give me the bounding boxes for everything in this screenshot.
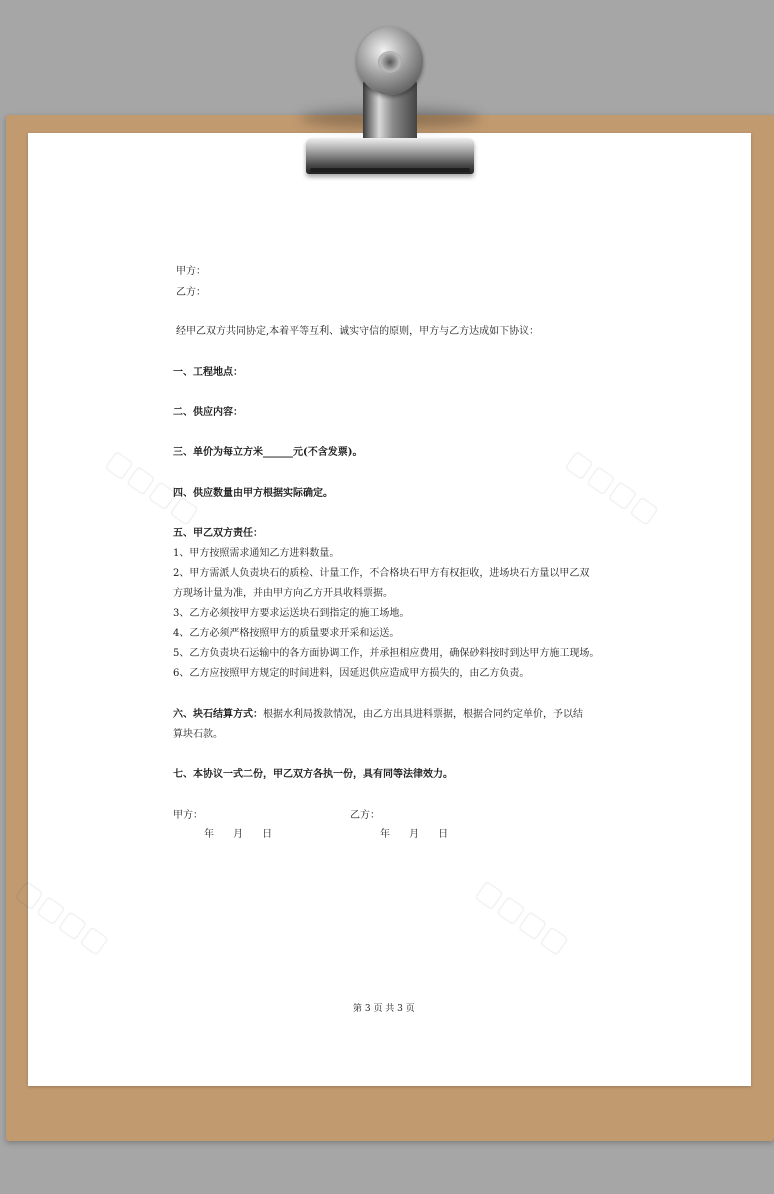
section-6-heading: 六、块石结算方式： [173, 709, 263, 720]
section-3-heading: 三、单价为每立方米______元(不含发票)。 [173, 447, 363, 458]
binder-clip-ring [357, 27, 423, 95]
binder-clip-stripe [310, 168, 470, 172]
watermark: ▢▢▢▢ [10, 872, 116, 961]
section-6-text: 根据水利局拨款情况，由乙方出具进料票据，根据合同约定单价，予以结 [263, 709, 583, 720]
section-7-heading: 七、本协议一式二份，甲乙双方各执一份，具有同等法律效力。 [173, 769, 453, 780]
intro-paragraph: 经甲乙双方共同协定,本着平等互利、诚实守信的原则，甲方与乙方达成如下协议： [176, 326, 540, 337]
section-1-heading: 一、工程地点： [173, 367, 243, 378]
signature-date-a: 年 月 日 [204, 829, 273, 840]
section-5-item: 5、乙方负责块石运输中的各方面协调工作，并承担相应费用，确保砂料按时到达甲方施工现场。 [173, 648, 600, 659]
watermark: ▢▢▢▢ [100, 442, 206, 531]
section-4-heading: 四、供应数量由甲方根据实际确定。 [173, 488, 333, 499]
party-b-label: 乙方： [176, 287, 206, 298]
watermark: ▢▢▢▢ [470, 872, 576, 961]
section-5-item: 4、乙方必须严格按照甲方的质量要求开采和运送。 [173, 628, 400, 639]
section-2-heading: 二、供应内容： [173, 407, 243, 418]
party-a-label: 甲方： [176, 266, 206, 277]
section-6-text-continued: 算块石款。 [173, 729, 223, 740]
signature-date-b: 年 月 日 [380, 829, 449, 840]
watermark: ▢▢▢▢ [560, 442, 666, 531]
section-5-heading: 五、甲乙双方责任： [173, 528, 263, 539]
section-5-item: 1、甲方按照需求通知乙方进料数量。 [173, 548, 340, 559]
section-5-item: 6、乙方应按照甲方规定的时间进料，因延迟供应造成甲方损失的，由乙方负责。 [173, 668, 530, 679]
page-number: 第 3 页 共 3 页 [353, 1004, 415, 1014]
section-6-line [173, 709, 583, 721]
signature-party-a: 甲方： [173, 810, 203, 821]
section-5-item: 3、乙方必须按甲方要求运送块石到指定的施工场地。 [173, 608, 410, 619]
section-5-item: 方现场计量为准，并由甲方向乙方开具收料票据。 [173, 588, 393, 599]
signature-party-b: 乙方： [350, 810, 380, 821]
section-5-item: 2、甲方需派人负责块石的质检、计量工作，不合格块石甲方有权拒收，进场块石方量以甲乙双 [173, 568, 590, 579]
